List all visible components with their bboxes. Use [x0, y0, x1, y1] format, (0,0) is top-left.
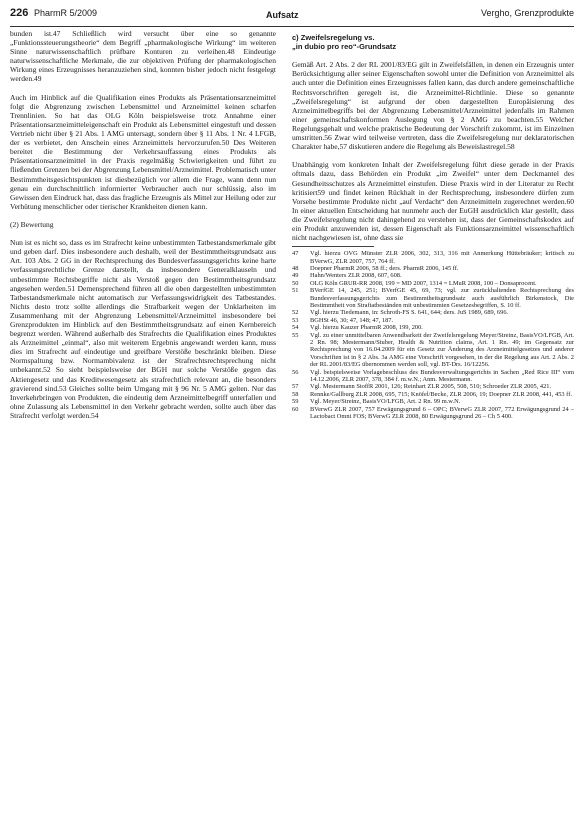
footnote-text: Vgl. Mestermann StoffR 2001, 126; Reinhart ZLR 2005, 508, 510; Schroeder ZLR 2005, 421.: [310, 383, 552, 391]
left-paragraph-1: bunden ist.47 Schließlich wird versucht über eine so genannte „Funktionssteuerungstheorie“ dem Begriff „pharmakologische Wirkung“ im weiteren Sinne naturwissenschaftlich prüfbare Konturen zu verleihen.48 Eindeutige naturwissenschaftliche Merkmale, die zur objektiven Prüfung der pharmakologischen Wirkung eines Erzeugnisses heranzuziehen sind, konnten bisher jedoch nicht festgelegt werden.49: [10, 29, 276, 84]
header-rule: [10, 26, 574, 27]
footnote: [292, 324, 574, 331]
footnote-number: 57: [292, 383, 299, 391]
footnote-number: 52: [292, 309, 299, 317]
footnote-rule: [292, 246, 374, 247]
footnote-text: BGHSt 46, 30; 47, 148; 47, 187.: [310, 316, 394, 324]
footnote-number: 60: [292, 405, 299, 413]
footnote-number: 58: [292, 390, 299, 398]
footnote-text: Rennke/Gallburg ZLR 2008, 695, 715; Knöfel/Becke, ZLR 2006, 19; Doepner ZLR 2008, 441, 453 ff.: [310, 390, 572, 398]
footnote-number: 59: [292, 398, 299, 406]
right-column: [292, 29, 574, 421]
footnote-text: Vgl. hierzu OVG Münster ZLR 2006, 302, 313, 316 mit Anmerkung Hüttebräuker; kritisch zu BVerwG, ZLR 2007, 757, 764 ff.: [310, 250, 574, 265]
footnote-number: 54: [292, 324, 299, 332]
page-number: 226: [10, 7, 29, 19]
footnote-text: OLG Köln GRUR-RR 2008, 199 = MD 2007, 1314 = LMuR 2008, 100 – Donsaprocent.: [310, 279, 537, 287]
footnote: [292, 317, 574, 324]
footnote: [292, 250, 574, 265]
right-paragraph-1: Gemäß Art. 2 Abs. 2 der RL 2001/83/EG gilt in Zweifelsfällen, in denen ein Erzeugnis unter Berücksichtigung aller seiner Eigenschaften sowohl unter die Definition von Arzneimittel als auch unter die Definition eines Erzeugnisses fallen kann, das durch andere gemeinschaftliche Rechtsvorschriften geregelt ist, die Arzneimittel-Richtlinie. Diese so genannte „Zweifelsregelung“ ist aufgrund der oben dargestellten Europäisierung des Arzneimittelbegriffs bei der Abgrenzung Lebensmittel/Arzneimittel jedenfalls im Rahmen einer gemeinschaftskonformen Auslegung von § 2 AMG zu beachten.55 Welcher Regelungsgehalt und welche praktische Bedeutung der Vorschrift zukommt, ist im Einzelnen umstritten.56 Zwar wird teilweise vertreten, dass die Zweifelsregelung nur deklaratorischen Charakter habe,57 diskutieren andere die Regelung als Beweislastregel.58: [292, 60, 574, 152]
footnote: [292, 309, 574, 316]
bewertung-heading: (2) Bewertung: [10, 219, 54, 229]
footnote-number: 48: [292, 264, 299, 272]
footnote-text: Vgl. zu einer unmittelbaren Anwendbarkeit der Zweifelsregelung Meyer/Streinz, BasisVO/LFGB, Art. 2 Rn. 98; Mestermann/Stuber, Health & Nutrition claims, Art. 1 Rn. 49; im Gegensatz zur Rechtsprechung von 16.04.2009 für ein Gesetz zur Änderung des Arzneimittelgesetzes und anderer Vorschriften ist in § 2 Abs. 3a AMG eine Vorschrift vorgesehen, in der die Regelung aus Art. 2 Abs. 2 der RL 2001/83/EG übernommen werden soll, vgl. BT-Drs. 16/12256.: [310, 331, 574, 369]
footnote-text: BVerfGE 14, 245, 251; BVerfGE 45, 69, 73; vgl. zur zurückhaltenden Rechtsprechung des Bundesverfassungsgerichts zum Bestimmtheitsgrundsatz auch ausführlich Birkenstock, Die Bestimmtheit von Straftatbeständen mit unbestimmten Gesetzesbegriffen, S. 10 ff.: [310, 287, 574, 309]
footnote: [292, 332, 574, 369]
page-header: [0, 5, 580, 27]
footnote-number: 51: [292, 287, 299, 295]
footnote: [292, 369, 574, 384]
footnote-text: BVerwG ZLR 2007, 757 Erwägungsgrund 6 – OPC; BVerwG ZLR 2007, 772 Erwägungsgrund 24 – Lactobact Omni FOS; BVerwG ZLR 2008, 80 Erwägungsgrund 26 – Ch 5 400.: [310, 405, 574, 421]
right-paragraph-2: Unabhängig vom konkreten Inhalt der Zweifelsregelung führt diese gerade in der Praxis oftmals dazu, dass Behörden ein Produkt „im Zweifel“ unter dem Deckmantel des Gesundheitsschutzes als Arzneimittel einstufen. Diese Praxis wird in der Literatur zu Recht kritisiert59 und findet keinen Rückhalt in der Rechtsprechung, insbesondere dürfen zum Vorsehe bestimmte Produkte nicht „auf Verdacht“ den Arzneimitteln zugerechnet werden.60 In einer aktuellen Entscheidung hat nunmehr auch der EuGH ausdrücklich klar gestellt, dass die Zweifelsregelung nicht dahingehend zu verstehen ist, dass der Gemeinschaftskodex auf ein Produkt anzuwenden ist, dessen Eigenschaft als Funktionsarzneimittel wissenschaftlich nicht nachgewiesen ist, ohne dass sie: [292, 160, 574, 243]
footnote-number: 49: [292, 272, 299, 280]
footnote-text: Hahn/Wenters ZLR 2008, 607, 608.: [310, 272, 402, 280]
footnote: [292, 287, 574, 309]
footnote-number: 56: [292, 368, 299, 376]
footnote-text: Vgl. hierzu Kauzer PharmR 2008, 199, 200.: [310, 324, 423, 332]
footnote-number: 55: [292, 331, 299, 339]
journal-name: PharmR 5/2009: [34, 8, 98, 18]
footnote-text: Vgl. Meyer/Streinz, BasisVO/LFGB, Art. 2 Rn. 99 m.w.N.: [310, 398, 461, 406]
running-author: Vergho, Grenzprodukte: [480, 8, 574, 18]
footnote-text: Doepner PharmR 2006, 58 ff.; ders. PharmR 2006, 145 ff.: [310, 264, 459, 272]
footnote: [292, 406, 574, 421]
footnote: [292, 265, 574, 272]
left-column: [10, 29, 276, 420]
section-label: Aufsatz: [266, 10, 299, 20]
section-heading-c-sub: „in dubio pro reo“-Grundsatz: [292, 42, 397, 52]
section-heading-c: c) Zweifelsregelung vs.: [292, 33, 375, 42]
footnote: [292, 280, 574, 287]
footnote: [292, 272, 574, 279]
footnote: [292, 398, 574, 405]
footnotes: [292, 250, 574, 420]
left-paragraph-2: Auch im Hinblick auf die Qualifikation eines Produkts als Präsentationsarzneimittel folgt die Abgrenzung zwischen Lebensmittel und Arzneimittel keinen scharfen Trennlinien. So hat das OLG Köln beispielsweise trotz Annahme einer Präsentationsarzneimitteleigenschaft ein Produkt als Lebensmittel eingestuft und dessen Vertrieb nicht über § 21 Abs. 1 AMG untersagt, sondern über § 11 Abs. 1 Nr. 4 LFGB, der es verbietet, den Anschein eines Arzneimittels hervorzurufen.50 Des Weiteren bereitet die Bestimmung der Verkehrsauffassung eines Produkts als Präsentationsarzneimittel in der Praxis regelmäßig Schwierigkeiten und führt zu fließenden Grenzen bei der Abgrenzung Lebensmittel/Arzneimittel. Problematisch unter Bestimmtheitsgesichtspunkten ist diesbezüglich vor allem die Frage, wann denn nun genau ein durchschnittlich informierter Verbraucher auch nur schlüssig, also im Gewissen den Eindruck hat, dass das fragliche Erzeugnis als Mittel zur Heilung oder zur Verhütung menschlicher oder tierischer Krankheiten dienen kann.: [10, 92, 276, 211]
footnote: [292, 391, 574, 398]
footnote-number: 53: [292, 316, 299, 324]
footnote-text: Vgl. hierzu Tiedemann, in: Schroth-FS S. 641, 644; ders. JuS 1989, 689, 696.: [310, 309, 509, 317]
footnote-number: 50: [292, 279, 299, 287]
footnote-text: Vgl. beispielsweise Vorlagebeschluss des Bundesverwaltungsgerichts in Sachen „Red Rice III“ vom 14.12.2006, ZLR 2007, 378, 384 f. m.w.N.; Anm. Mestermann.: [310, 368, 574, 384]
footnote-number: 47: [292, 250, 299, 258]
left-paragraph-3: Nun ist es nicht so, dass es im Strafrecht keine unbestimmten Tatbestandsmerkmale gibt und geben darf. Dies insbesondere auch deshalb, weil der Bestimmtheitsgrundsatz aus Art. 103 Abs. 2 GG in der Rechtsprechung des Bundesverfassungsgerichts keine harte verfassungsrechtliche Grenze darstellt, da insbesondere Generalklauseln und unbestimmte Rechtsbegriffe nicht als Verstoß gegen den Bestimmtheitsgrundsatz angesehen werden.51 Demensprechend führen all die oben dargestellten unbestimmten Tatbestandsmerkmale nicht automatisch zur Verfassungswidrigkeit des Tatbestandes. Nichts desto trotz sollte allerdings die Strafbarkeit wegen der Unklarheiten im Zusammenhang mit der Abgrenzung Lebensmittel/Arzneimittel insbesondere bei Grenzprodukten im Hinblick auf den Bestimmtheitsgrundsatz auf einen Kernbereich begrenzt werden. Während außerhalb des Strafrechts die Qualifikation eines Produktes als Arzneimittel „einmal“, also mit weiterem Ergebnis angewandt werden kann, muss dies im Strafrecht auf eindeutige und greifbare Verstöße beschränkt bleiben. Diese Normspaltung bzw. Normambivalenz ist der Strafrechtsrechtsprechung nicht unbekannt.52 So sieht beispielsweise der BGH nur solche Verstöße gegen das Aktiengesetz und das Kreditwesengesetz als strafrechtlich relevant an, die besonders gravierend sind.53 Gleiches sollte beim Umgang mit § 96 Nr. 5 AMG gelten. Nur das Inverkehrbringen von Produkten, die eindeutig dem Arzneimittelbegriff unterfallen und ohne Zulassung als Lebensmittel in den Verkehr gebracht werden, sollte auch über das Strafrecht verfolgt werden.54: [10, 238, 276, 420]
footnote: [292, 383, 574, 390]
